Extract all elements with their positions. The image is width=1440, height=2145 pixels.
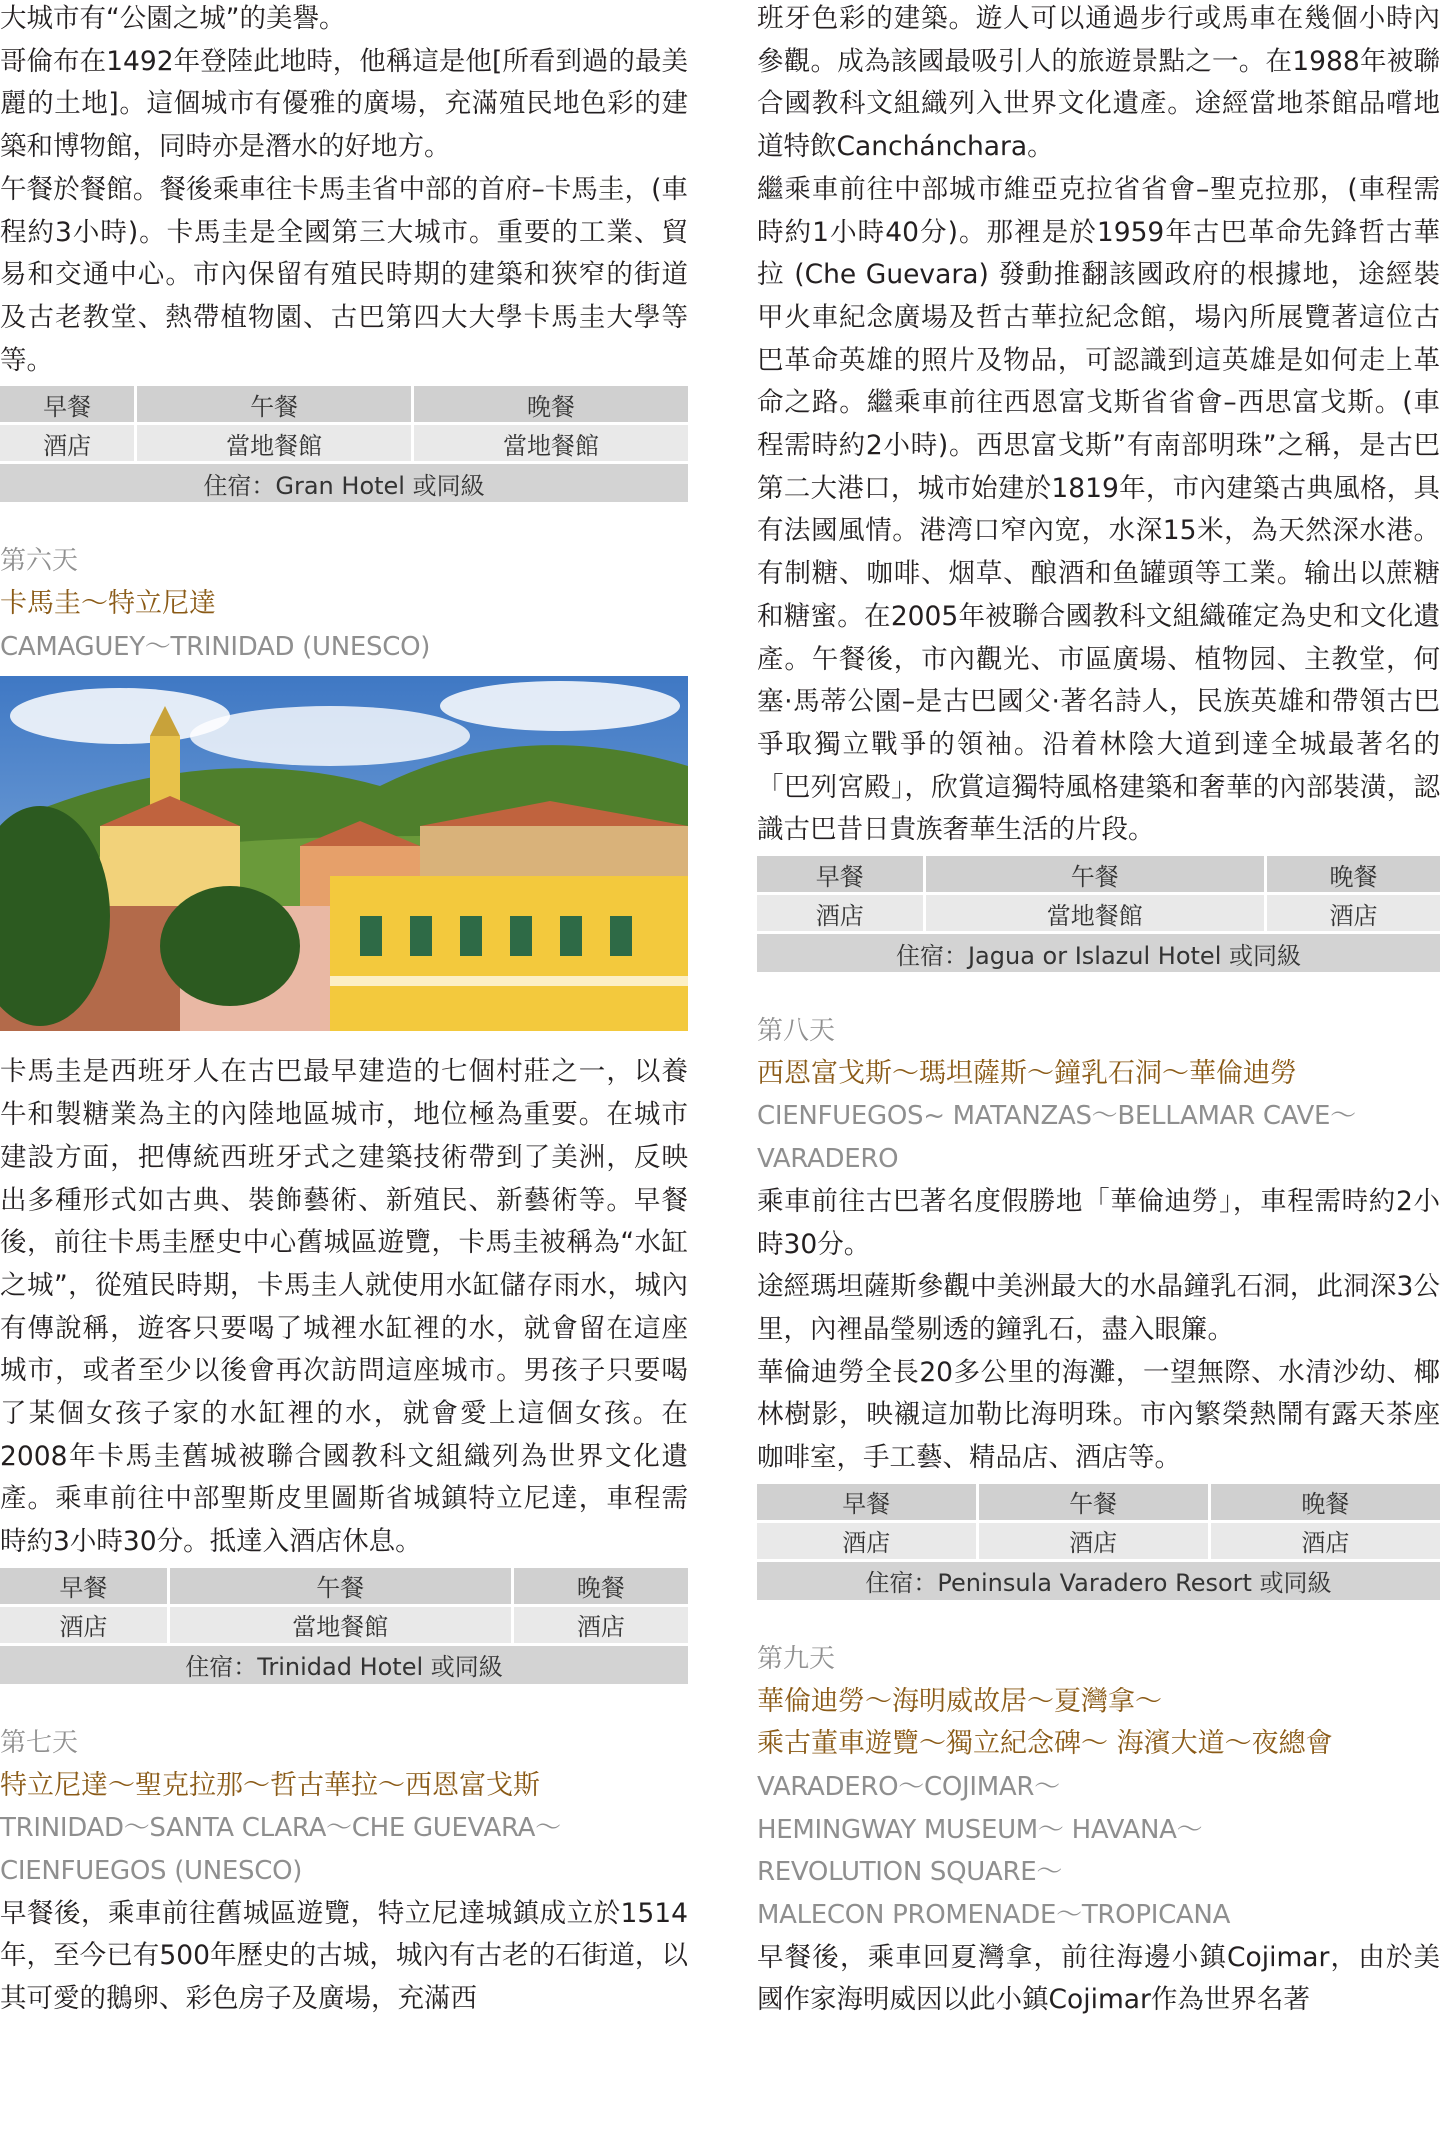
meal-breakfast-value: 酒店: [0, 422, 134, 461]
meal-breakfast-value: 酒店: [757, 892, 923, 931]
meal-dinner-value: 酒店: [1264, 892, 1440, 931]
accommodation: 住宿：Jagua or Islazul Hotel 或同級: [757, 931, 1440, 972]
route-title-en-line4: MALECON PROMENADE～TROPICANA: [757, 1900, 1231, 1931]
meal-header-breakfast: 早餐: [0, 1568, 167, 1604]
route-title-en-line1: CIENFUEGOS~ MATANZAS～BELLAMAR CAVE～: [757, 1101, 1356, 1132]
day8-section: [757, 1010, 1440, 1600]
meals-table-day7: [757, 856, 1440, 972]
meal-header-lunch: 午餐: [976, 1484, 1208, 1520]
meal-header-lunch: 午餐: [923, 856, 1264, 892]
day9-description-start: 早餐後，乘車回夏灣拿，前往海邊小鎮Cojimar，由於美國作家海明威因以此小鎮Cojimar作為世界名著: [757, 1941, 1440, 2016]
route-title-en-line1: VARADERO～COJIMAR～: [757, 1771, 1060, 1802]
day-label: 第六天: [0, 546, 79, 577]
meal-header-dinner: 晚餐: [1264, 856, 1440, 892]
day6-description: 卡馬圭是西班牙人在古巴最早建造的七個村莊之一，以養牛和製糖業為主的內陸地區城市，地位極為重要。在城市建設方面，把傳統西班牙式之建築技術帶到了美洲，反映出多種形式如古典、裝飾藝術、新殖民、新藝術等。早餐後，前往卡馬圭歷史中心舊城區遊覽，卡馬圭被稱為“水缸之城”，從殖民時期，卡馬圭人就使用水缸儲存雨水，城內有傳說稱，遊客只要喝了城裡水缸裡的水，就會留在這座城市，或者至少以後會再次訪問這座城市。男孩子只要喝了某個女孩子家的水缸裡的水，就會愛上這個女孩。在2008年卡馬圭舊城被聯合國教科文組織列為世界文化遺產。乘車前往中部聖斯皮里圖斯省城鎮特立尼達，車程需時約3小時30分。抵達入酒店休息。: [0, 1056, 688, 1558]
accommodation: 住宿：Peninsula Varadero Resort 或同級: [757, 1559, 1440, 1600]
meal-header-breakfast: 早餐: [0, 386, 134, 422]
route-title-en-line2: VARADERO: [757, 1144, 899, 1175]
right-column: [757, 0, 1440, 2022]
day-label: 第九天: [757, 1643, 836, 1674]
route-title-zh: 特立尼達～聖克拉那～哲古華拉～西恩富戈斯: [0, 1769, 540, 1801]
meal-dinner-value: 當地餐館: [411, 422, 688, 461]
route-title-en-line3: REVOLUTION SQUARE～: [757, 1857, 1063, 1888]
trinidad-town-photo: [0, 676, 688, 1031]
meal-header-dinner: 晚餐: [511, 1568, 688, 1604]
intro-paragraph-1: 大城市有“公園之城”的美譽。: [0, 3, 346, 34]
accommodation: 住宿：Trinidad Hotel 或同級: [0, 1643, 688, 1684]
route-title-zh-line2: 乘古董車遊覽～獨立紀念碑～ 海濱大道～夜總會: [757, 1728, 1333, 1760]
route-title-zh-line1: 華倫迪勞～海明威故居～夏灣拿～: [757, 1685, 1162, 1717]
meal-lunch-value: 當地餐館: [167, 1604, 511, 1643]
route-title-zh: 卡馬圭～特立尼達: [0, 588, 216, 620]
day7-section: [0, 1722, 688, 2021]
day6-section: [0, 540, 688, 1684]
meals-table-day8: [757, 1484, 1440, 1600]
meal-breakfast-value: 酒店: [757, 1520, 976, 1559]
meal-lunch-value: 酒店: [976, 1520, 1208, 1559]
meal-header-dinner: 晚餐: [411, 386, 688, 422]
day-label: 第七天: [0, 1727, 79, 1758]
meal-dinner-value: 酒店: [511, 1604, 688, 1643]
meal-dinner-value: 酒店: [1208, 1520, 1440, 1559]
day7-description-start: 早餐後，乘車前往舊城區遊覽，特立尼達城鎮成立於1514年，至今已有500年歷史的古城，城內有古老的石街道，以其可愛的鵝卵、彩色房子及廣場，充滿西: [0, 1897, 688, 2015]
intro-paragraph-3: 午餐於餐館。餐後乘車往卡馬圭省中部的首府–卡馬圭，(車程約3小時)。卡馬圭是全國第三大城市。重要的工業、貿易和交通中心。市內保留有殖民時期的建築和狹窄的街道及古老教堂、熱帶植物園、古巴第四大大學卡馬圭大學等等。: [0, 173, 688, 376]
route-title-en-line2: HEMINGWAY MUSEUM～ HAVANA～: [757, 1814, 1203, 1845]
route-title-zh: 西恩富戈斯～瑪坦薩斯～鐘乳石洞～華倫迪勞: [757, 1057, 1297, 1089]
meals-table-day6: [0, 1568, 688, 1684]
day9-section: [757, 1638, 1440, 2022]
meals-table-day5: [0, 386, 688, 502]
day-label: 第八天: [757, 1016, 836, 1047]
route-title-en-line2: CIENFUEGOS (UNESCO): [0, 1855, 303, 1886]
route-title-en: CAMAGUEY～TRINIDAD (UNESCO): [0, 631, 431, 662]
day7-description-cont-1: 班牙色彩的建築。遊人可以通過步行或馬車在幾個小時內參觀。成為該國最吸引人的旅遊景點之一。在1988年被聯合國教科文組織列入世界文化遺產。途經當地茶館品嚐地道特飲Canchánchara。: [757, 3, 1440, 163]
meal-header-breakfast: 早餐: [757, 856, 923, 892]
left-column: [0, 0, 688, 2021]
route-title-en-line1: TRINIDAD～SANTA CLARA～CHE GUEVARA～: [0, 1813, 561, 1844]
meal-header-dinner: 晚餐: [1208, 1484, 1440, 1520]
meal-lunch-value: 當地餐館: [134, 422, 411, 461]
meal-header-lunch: 午餐: [167, 1568, 511, 1604]
meal-header-lunch: 午餐: [134, 386, 411, 422]
accommodation: 住宿：Gran Hotel 或同級: [0, 461, 688, 502]
day7-description-cont-2: 繼乘車前往中部城市維亞克拉省省會–聖克拉那，(車程需時約1小時40分)。那裡是於1959年古巴革命先鋒哲古華拉 (Che Guevara) 發動推翻該國政府的根據地，途經裝甲火車紀念廣場及哲古華拉紀念館，場內所展覽著這位古巴革命英雄的照片及物品，可認識到這英雄是如何走上革命之路。繼乘車前往西恩富戈斯省省會–西思富戈斯。(車程需時約2小時)。西思富戈斯”有南部明珠”之稱，是古巴第二大港口，城市始建於1819年，市內建築古典風格，具有法國風情。港湾口窄內宽，水深15米，為天然深水港。有制糖、咖啡、烟草、酿酒和鱼罐頭等工業。输出以蔗糖和糖蜜。在2005年被聯合國教科文組織確定為史和文化遺產。午餐後，市內觀光、市區廣場、植物园、主教堂，何塞·馬蒂公園–是古巴國父·著名詩人，民族英雄和帶領古巴爭取獨立戰爭的領袖。沿着林陰大道到達全城最著名的「巴列宮殿」，欣賞這獨特風格建築和奢華的內部裝潢，認識古巴昔日貴族奢華生活的片段。: [757, 173, 1440, 846]
day8-paragraph-1: 乘車前往古巴著名度假勝地「華倫迪勞」，車程需時約2小時30分。: [757, 1185, 1440, 1260]
day8-paragraph-2: 途經瑪坦薩斯參觀中美洲最大的水晶鐘乳石洞，此洞深3公里，內裡晶瑩剔透的鐘乳石，盡入眼簾。: [757, 1271, 1440, 1345]
meal-lunch-value: 當地餐館: [923, 892, 1264, 931]
meal-breakfast-value: 酒店: [0, 1604, 167, 1643]
meal-header-breakfast: 早餐: [757, 1484, 976, 1520]
day8-paragraph-3: 華倫迪勞全長20多公里的海灘，一望無際、水清沙幼、椰林樹影，映襯這加勒比海明珠。市內繁榮熱鬧有露天茶座咖啡室，手工藝、精品店、酒店等。: [757, 1356, 1440, 1474]
intro-paragraph-2: 哥倫布在1492年登陸此地時，他稱這是他[所看到過的最美麗的土地]。這個城市有優雅的廣場，充滿殖民地色彩的建築和博物館，同時亦是潛水的好地方。: [0, 45, 688, 163]
